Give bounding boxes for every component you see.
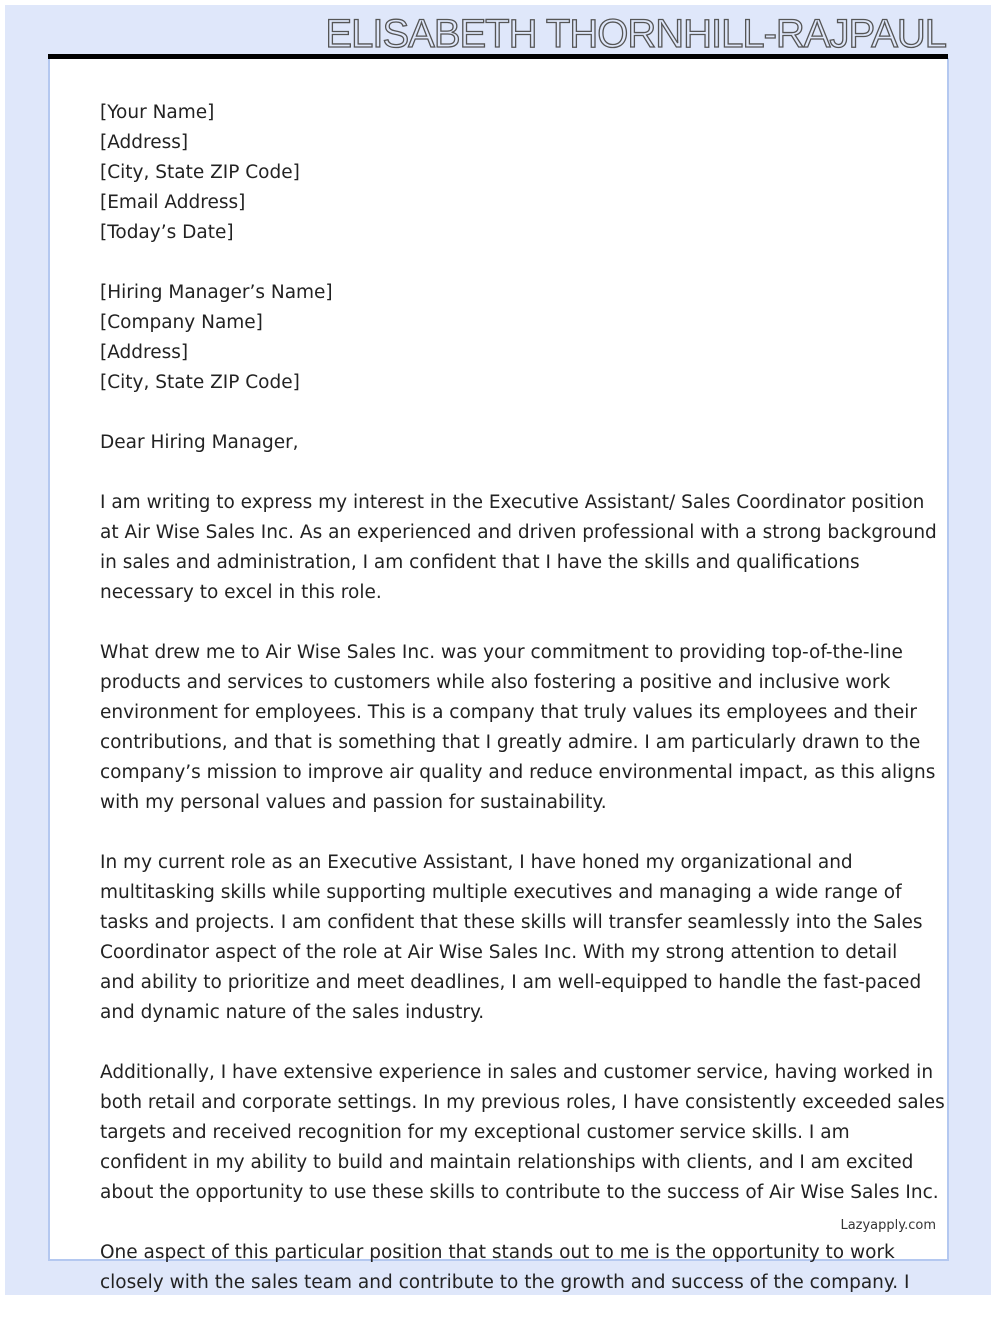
letter-paragraph [100,638,945,818]
text-line: One aspect of this particular position that stands out to me is the opportunity to work [100,1242,895,1263]
text-line: closely with the sales team and contribute to the growth and success of the company. I [100,1272,910,1293]
text-line: [City, State ZIP Code] [100,372,300,393]
letter-paragraph [100,488,945,608]
text-line: and dynamic nature of the sales industry. [100,1002,485,1023]
text-line: [Hiring Manager’s Name] [100,282,333,303]
text-line: contributions, and that is something that I greatly admire. I am particularly drawn to the [100,732,921,753]
text-line: targets and received recognition for my exceptional customer service skills. I am [100,1122,850,1143]
letter-paragraph [100,98,945,248]
text-line: Dear Hiring Manager, [100,432,299,453]
letter-paragraph [100,1238,945,1298]
letter-paragraph [100,848,945,1028]
text-line: Coordinator aspect of the role at Air Wise Sales Inc. With my strong attention to detail [100,942,898,963]
text-line: [City, State ZIP Code] [100,162,300,183]
watermark: Lazyapply.com [840,1218,936,1233]
text-line: products and services to customers while also fostering a positive and inclusive work [100,672,891,693]
text-line: about the opportunity to use these skills to contribute to the success of Air Wise Sales Inc. [100,1182,939,1203]
text-line: in sales and administration, I am confident that I have the skills and qualifications [100,552,860,573]
text-line: [Address] [100,132,189,153]
text-line: company’s mission to improve air quality and reduce environmental impact, as this aligns [100,762,936,783]
text-line: Additionally, I have extensive experience in sales and customer service, having worked in [100,1062,934,1083]
text-line: tasks and projects. I am confident that these skills will transfer seamlessly into the Sales [100,912,923,933]
applicant-name: ELISABETH THORNHILL-RAJPAUL [325,12,946,56]
text-line: In my current role as an Executive Assistant, I have honed my organizational and [100,852,853,873]
text-line: environment for employees. This is a company that truly values its employees and their [100,702,918,723]
text-line: [Email Address] [100,192,246,213]
text-line: and ability to prioritize and meet deadlines, I am well-equipped to handle the fast-paced [100,972,922,993]
letter-paragraph [100,278,945,398]
text-line: with my personal values and passion for sustainability. [100,792,607,813]
text-line: [Today’s Date] [100,222,234,243]
text-line: [Company Name] [100,312,263,333]
text-line: necessary to excel in this role. [100,582,382,603]
text-line: I am writing to express my interest in the Executive Assistant/ Sales Coordinator position [100,492,925,513]
text-line: at Air Wise Sales Inc. As an experienced and driven professional with a strong background [100,522,937,543]
text-line: What drew me to Air Wise Sales Inc. was your commitment to providing top-of-the-line [100,642,903,663]
letter-paragraph [100,428,945,458]
text-line: both retail and corporate settings. In my previous roles, I have consistently exceeded sales [100,1092,945,1113]
text-line: [Your Name] [100,102,215,123]
letter-body [100,98,945,1328]
text-line: [Address] [100,342,189,363]
text-line: confident in my ability to build and maintain relationships with clients, and I am excited [100,1152,914,1173]
text-line: multitasking skills while supporting multiple executives and managing a wide range of [100,882,902,903]
letter-paragraph [100,1058,945,1208]
